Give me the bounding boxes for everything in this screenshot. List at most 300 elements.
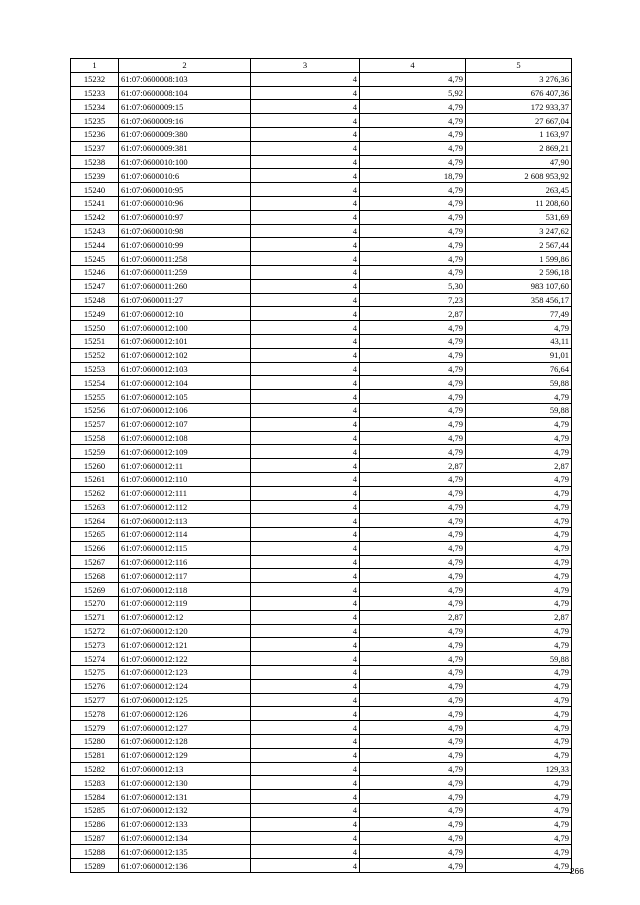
rate-cell: 5,92 [360, 86, 466, 100]
value-cell: 43,11 [466, 334, 572, 348]
group-cell: 4 [251, 721, 360, 735]
cadastral-number-cell: 61:07:0600012:10 [119, 307, 251, 321]
registry-table [70, 58, 572, 873]
row-number-cell: 15287 [71, 831, 119, 845]
value-cell: 91,01 [466, 348, 572, 362]
group-cell: 4 [251, 376, 360, 390]
group-cell: 4 [251, 155, 360, 169]
page-number: 266 [569, 866, 584, 876]
cadastral-number-cell: 61:07:0600012:125 [119, 693, 251, 707]
value-cell: 4,79 [466, 845, 572, 859]
cadastral-number-cell: 61:07:0600012:123 [119, 666, 251, 680]
rate-cell: 4,79 [360, 500, 466, 514]
row-number-cell: 15250 [71, 321, 119, 335]
value-cell: 2,87 [466, 610, 572, 624]
group-cell: 4 [251, 555, 360, 569]
value-cell: 1 599,86 [466, 252, 572, 266]
value-cell: 4,79 [466, 804, 572, 818]
group-cell: 4 [251, 624, 360, 638]
table-row [71, 114, 572, 128]
rate-cell: 4,79 [360, 238, 466, 252]
value-cell: 2 608 953,92 [466, 169, 572, 183]
rate-cell: 4,79 [360, 776, 466, 790]
group-cell: 4 [251, 514, 360, 528]
row-number-cell: 15282 [71, 762, 119, 776]
row-number-cell: 15234 [71, 100, 119, 114]
row-number-cell: 15252 [71, 348, 119, 362]
table-row [71, 293, 572, 307]
cadastral-number-cell: 61:07:0600012:111 [119, 486, 251, 500]
row-number-cell: 15281 [71, 748, 119, 762]
group-cell: 4 [251, 390, 360, 404]
table-row [71, 141, 572, 155]
rate-cell: 4,79 [360, 707, 466, 721]
group-cell: 4 [251, 597, 360, 611]
cadastral-number-cell: 61:07:0600010:95 [119, 183, 251, 197]
table-row [71, 666, 572, 680]
value-cell: 2 869,21 [466, 141, 572, 155]
cadastral-number-cell: 61:07:0600012:107 [119, 417, 251, 431]
table-row [71, 804, 572, 818]
table-row [71, 155, 572, 169]
rate-cell: 4,79 [360, 859, 466, 873]
group-cell: 4 [251, 817, 360, 831]
cadastral-number-cell: 61:07:0600012:11 [119, 459, 251, 473]
table-row [71, 224, 572, 238]
table-row [71, 403, 572, 417]
table-row [71, 597, 572, 611]
group-cell: 4 [251, 403, 360, 417]
value-cell: 4,79 [466, 555, 572, 569]
value-cell: 59,88 [466, 652, 572, 666]
table-row [71, 859, 572, 873]
group-cell: 4 [251, 735, 360, 749]
row-number-cell: 15254 [71, 376, 119, 390]
table-row [71, 652, 572, 666]
table-header-row [71, 59, 572, 73]
value-cell: 4,79 [466, 638, 572, 652]
rate-cell: 4,79 [360, 403, 466, 417]
group-cell: 4 [251, 831, 360, 845]
group-cell: 4 [251, 169, 360, 183]
table-row [71, 86, 572, 100]
row-number-cell: 15266 [71, 541, 119, 555]
table-row [71, 776, 572, 790]
row-number-cell: 15275 [71, 666, 119, 680]
table-row [71, 624, 572, 638]
row-number-cell: 15284 [71, 790, 119, 804]
table-row [71, 555, 572, 569]
group-cell: 4 [251, 569, 360, 583]
cadastral-number-cell: 61:07:0600012:135 [119, 845, 251, 859]
group-cell: 4 [251, 459, 360, 473]
value-cell: 1 163,97 [466, 127, 572, 141]
group-cell: 4 [251, 307, 360, 321]
group-cell: 4 [251, 86, 360, 100]
row-number-cell: 15242 [71, 210, 119, 224]
group-cell: 4 [251, 445, 360, 459]
rate-cell: 4,79 [360, 376, 466, 390]
cadastral-number-cell: 61:07:0600009:381 [119, 141, 251, 155]
row-number-cell: 15255 [71, 390, 119, 404]
table-row [71, 721, 572, 735]
group-cell: 4 [251, 804, 360, 818]
cadastral-number-cell: 61:07:0600012:12 [119, 610, 251, 624]
row-number-cell: 15261 [71, 472, 119, 486]
rate-cell: 4,79 [360, 652, 466, 666]
value-cell: 4,79 [466, 721, 572, 735]
row-number-cell: 15278 [71, 707, 119, 721]
column-header-5: 5 [466, 59, 572, 73]
cadastral-number-cell: 61:07:0600012:110 [119, 472, 251, 486]
column-header-3: 3 [251, 59, 360, 73]
table-row [71, 279, 572, 293]
value-cell: 2 567,44 [466, 238, 572, 252]
table-row [71, 790, 572, 804]
rate-cell: 4,79 [360, 431, 466, 445]
group-cell: 4 [251, 321, 360, 335]
group-cell: 4 [251, 417, 360, 431]
group-cell: 4 [251, 293, 360, 307]
table-row [71, 376, 572, 390]
row-number-cell: 15271 [71, 610, 119, 624]
row-number-cell: 15253 [71, 362, 119, 376]
group-cell: 4 [251, 859, 360, 873]
group-cell: 4 [251, 707, 360, 721]
group-cell: 4 [251, 183, 360, 197]
rate-cell: 4,79 [360, 555, 466, 569]
row-number-cell: 15274 [71, 652, 119, 666]
table-row [71, 762, 572, 776]
table-row [71, 472, 572, 486]
rate-cell: 4,79 [360, 210, 466, 224]
table-row [71, 238, 572, 252]
row-number-cell: 15247 [71, 279, 119, 293]
table-row [71, 196, 572, 210]
cadastral-number-cell: 61:07:0600012:131 [119, 790, 251, 804]
rate-cell: 4,79 [360, 514, 466, 528]
group-cell: 4 [251, 114, 360, 128]
value-cell: 4,79 [466, 390, 572, 404]
value-cell: 77,49 [466, 307, 572, 321]
row-number-cell: 15283 [71, 776, 119, 790]
group-cell: 4 [251, 679, 360, 693]
cadastral-number-cell: 61:07:0600011:259 [119, 265, 251, 279]
table-row [71, 321, 572, 335]
rate-cell: 4,79 [360, 321, 466, 335]
group-cell: 4 [251, 472, 360, 486]
rate-cell: 4,79 [360, 417, 466, 431]
group-cell: 4 [251, 666, 360, 680]
group-cell: 4 [251, 362, 360, 376]
rate-cell: 4,79 [360, 528, 466, 542]
cadastral-number-cell: 61:07:0600012:101 [119, 334, 251, 348]
table-row [71, 307, 572, 321]
table-row [71, 541, 572, 555]
value-cell: 2,87 [466, 459, 572, 473]
cadastral-number-cell: 61:07:0600012:136 [119, 859, 251, 873]
row-number-cell: 15263 [71, 500, 119, 514]
group-cell: 4 [251, 486, 360, 500]
cadastral-number-cell: 61:07:0600009:15 [119, 100, 251, 114]
table-row [71, 693, 572, 707]
row-number-cell: 15248 [71, 293, 119, 307]
value-cell: 4,79 [466, 514, 572, 528]
value-cell: 263,45 [466, 183, 572, 197]
group-cell: 4 [251, 583, 360, 597]
table-row [71, 569, 572, 583]
rate-cell: 2,87 [360, 459, 466, 473]
row-number-cell: 15265 [71, 528, 119, 542]
cadastral-number-cell: 61:07:0600012:112 [119, 500, 251, 514]
value-cell: 4,79 [466, 735, 572, 749]
row-number-cell: 15257 [71, 417, 119, 431]
rate-cell: 4,79 [360, 583, 466, 597]
table-row [71, 679, 572, 693]
value-cell: 11 208,60 [466, 196, 572, 210]
row-number-cell: 15256 [71, 403, 119, 417]
row-number-cell: 15276 [71, 679, 119, 693]
cadastral-number-cell: 61:07:0600012:122 [119, 652, 251, 666]
table-row [71, 514, 572, 528]
table-row [71, 831, 572, 845]
cadastral-number-cell: 61:07:0600012:121 [119, 638, 251, 652]
value-cell: 4,79 [466, 790, 572, 804]
cadastral-number-cell: 61:07:0600011:260 [119, 279, 251, 293]
table-row [71, 817, 572, 831]
group-cell: 4 [251, 652, 360, 666]
value-cell: 4,79 [466, 817, 572, 831]
group-cell: 4 [251, 100, 360, 114]
row-number-cell: 15279 [71, 721, 119, 735]
table-row [71, 500, 572, 514]
rate-cell: 7,23 [360, 293, 466, 307]
value-cell: 4,79 [466, 748, 572, 762]
rate-cell: 4,79 [360, 679, 466, 693]
value-cell: 3 276,36 [466, 72, 572, 86]
rate-cell: 18,79 [360, 169, 466, 183]
cadastral-number-cell: 61:07:0600012:133 [119, 817, 251, 831]
value-cell: 47,90 [466, 155, 572, 169]
value-cell: 59,88 [466, 376, 572, 390]
cadastral-number-cell: 61:07:0600012:132 [119, 804, 251, 818]
cadastral-number-cell: 61:07:0600012:126 [119, 707, 251, 721]
rate-cell: 2,87 [360, 307, 466, 321]
cadastral-number-cell: 61:07:0600012:130 [119, 776, 251, 790]
cadastral-number-cell: 61:07:0600012:115 [119, 541, 251, 555]
row-number-cell: 15259 [71, 445, 119, 459]
value-cell: 76,64 [466, 362, 572, 376]
table-row [71, 362, 572, 376]
table-row [71, 583, 572, 597]
column-header-1: 1 [71, 59, 119, 73]
value-cell: 4,79 [466, 666, 572, 680]
rate-cell: 4,79 [360, 472, 466, 486]
table-row [71, 169, 572, 183]
group-cell: 4 [251, 541, 360, 555]
row-number-cell: 15241 [71, 196, 119, 210]
table-row [71, 610, 572, 624]
value-cell: 4,79 [466, 569, 572, 583]
rate-cell: 4,79 [360, 721, 466, 735]
row-number-cell: 15258 [71, 431, 119, 445]
group-cell: 4 [251, 127, 360, 141]
rate-cell: 4,79 [360, 638, 466, 652]
rate-cell: 4,79 [360, 693, 466, 707]
value-cell: 4,79 [466, 831, 572, 845]
row-number-cell: 15272 [71, 624, 119, 638]
cadastral-number-cell: 61:07:0600012:117 [119, 569, 251, 583]
cadastral-number-cell: 61:07:0600012:106 [119, 403, 251, 417]
row-number-cell: 15289 [71, 859, 119, 873]
table-row [71, 486, 572, 500]
cadastral-number-cell: 61:07:0600012:102 [119, 348, 251, 362]
row-number-cell: 15243 [71, 224, 119, 238]
value-cell: 4,79 [466, 321, 572, 335]
rate-cell: 4,79 [360, 141, 466, 155]
rate-cell: 4,79 [360, 252, 466, 266]
row-number-cell: 15245 [71, 252, 119, 266]
value-cell: 4,79 [466, 707, 572, 721]
rate-cell: 4,79 [360, 845, 466, 859]
table-row [71, 445, 572, 459]
cadastral-number-cell: 61:07:0600012:13 [119, 762, 251, 776]
value-cell: 676 407,36 [466, 86, 572, 100]
rate-cell: 4,79 [360, 569, 466, 583]
rate-cell: 4,79 [360, 390, 466, 404]
row-number-cell: 15235 [71, 114, 119, 128]
rate-cell: 4,79 [360, 100, 466, 114]
table-row [71, 417, 572, 431]
table-row [71, 459, 572, 473]
rate-cell: 4,79 [360, 127, 466, 141]
group-cell: 4 [251, 790, 360, 804]
group-cell: 4 [251, 348, 360, 362]
table-row [71, 390, 572, 404]
rate-cell: 4,79 [360, 334, 466, 348]
cadastral-number-cell: 61:07:0600010:96 [119, 196, 251, 210]
cadastral-number-cell: 61:07:0600012:116 [119, 555, 251, 569]
row-number-cell: 15267 [71, 555, 119, 569]
group-cell: 4 [251, 334, 360, 348]
rate-cell: 5,30 [360, 279, 466, 293]
value-cell: 4,79 [466, 859, 572, 873]
row-number-cell: 15288 [71, 845, 119, 859]
cadastral-number-cell: 61:07:0600012:127 [119, 721, 251, 735]
value-cell: 4,79 [466, 445, 572, 459]
group-cell: 4 [251, 500, 360, 514]
rate-cell: 4,79 [360, 183, 466, 197]
cadastral-number-cell: 61:07:0600010:99 [119, 238, 251, 252]
row-number-cell: 15269 [71, 583, 119, 597]
column-header-4: 4 [360, 59, 466, 73]
group-cell: 4 [251, 845, 360, 859]
value-cell: 358 456,17 [466, 293, 572, 307]
row-number-cell: 15251 [71, 334, 119, 348]
table-row [71, 735, 572, 749]
row-number-cell: 15260 [71, 459, 119, 473]
group-cell: 4 [251, 72, 360, 86]
rate-cell: 4,79 [360, 762, 466, 776]
group-cell: 4 [251, 279, 360, 293]
rate-cell: 4,79 [360, 597, 466, 611]
row-number-cell: 15270 [71, 597, 119, 611]
cadastral-number-cell: 61:07:0600012:119 [119, 597, 251, 611]
column-header-2: 2 [119, 59, 251, 73]
value-cell: 4,79 [466, 679, 572, 693]
group-cell: 4 [251, 141, 360, 155]
cadastral-number-cell: 61:07:0600010:98 [119, 224, 251, 238]
rate-cell: 4,79 [360, 348, 466, 362]
row-number-cell: 15233 [71, 86, 119, 100]
table-row [71, 334, 572, 348]
table-row [71, 127, 572, 141]
table-row [71, 431, 572, 445]
rate-cell: 4,79 [360, 624, 466, 638]
group-cell: 4 [251, 431, 360, 445]
value-cell: 4,79 [466, 431, 572, 445]
rate-cell: 4,79 [360, 445, 466, 459]
rate-cell: 4,79 [360, 72, 466, 86]
cadastral-number-cell: 61:07:0600011:258 [119, 252, 251, 266]
cadastral-number-cell: 61:07:0600010:97 [119, 210, 251, 224]
table-body [71, 72, 572, 872]
rate-cell: 4,79 [360, 265, 466, 279]
table-row [71, 707, 572, 721]
group-cell: 4 [251, 776, 360, 790]
cadastral-number-cell: 61:07:0600012:113 [119, 514, 251, 528]
value-cell: 59,88 [466, 403, 572, 417]
value-cell: 4,79 [466, 597, 572, 611]
rate-cell: 4,79 [360, 362, 466, 376]
group-cell: 4 [251, 528, 360, 542]
value-cell: 4,79 [466, 486, 572, 500]
group-cell: 4 [251, 238, 360, 252]
cadastral-number-cell: 61:07:0600012:120 [119, 624, 251, 638]
row-number-cell: 15280 [71, 735, 119, 749]
row-number-cell: 15239 [71, 169, 119, 183]
table-row [71, 100, 572, 114]
row-number-cell: 15262 [71, 486, 119, 500]
row-number-cell: 15246 [71, 265, 119, 279]
value-cell: 4,79 [466, 472, 572, 486]
cadastral-number-cell: 61:07:0600010:100 [119, 155, 251, 169]
value-cell: 4,79 [466, 541, 572, 555]
rate-cell: 4,79 [360, 114, 466, 128]
group-cell: 4 [251, 762, 360, 776]
cadastral-number-cell: 61:07:0600012:124 [119, 679, 251, 693]
cadastral-number-cell: 61:07:0600012:108 [119, 431, 251, 445]
table-row [71, 210, 572, 224]
rate-cell: 4,79 [360, 804, 466, 818]
value-cell: 4,79 [466, 624, 572, 638]
rate-cell: 4,79 [360, 748, 466, 762]
row-number-cell: 15244 [71, 238, 119, 252]
value-cell: 4,79 [466, 693, 572, 707]
value-cell: 2 596,18 [466, 265, 572, 279]
cadastral-number-cell: 61:07:0600012:104 [119, 376, 251, 390]
rate-cell: 4,79 [360, 155, 466, 169]
row-number-cell: 15264 [71, 514, 119, 528]
row-number-cell: 15277 [71, 693, 119, 707]
table-row [71, 183, 572, 197]
row-number-cell: 15249 [71, 307, 119, 321]
value-cell: 3 247,62 [466, 224, 572, 238]
value-cell: 531,69 [466, 210, 572, 224]
rate-cell: 4,79 [360, 790, 466, 804]
group-cell: 4 [251, 224, 360, 238]
cadastral-number-cell: 61:07:0600012:129 [119, 748, 251, 762]
